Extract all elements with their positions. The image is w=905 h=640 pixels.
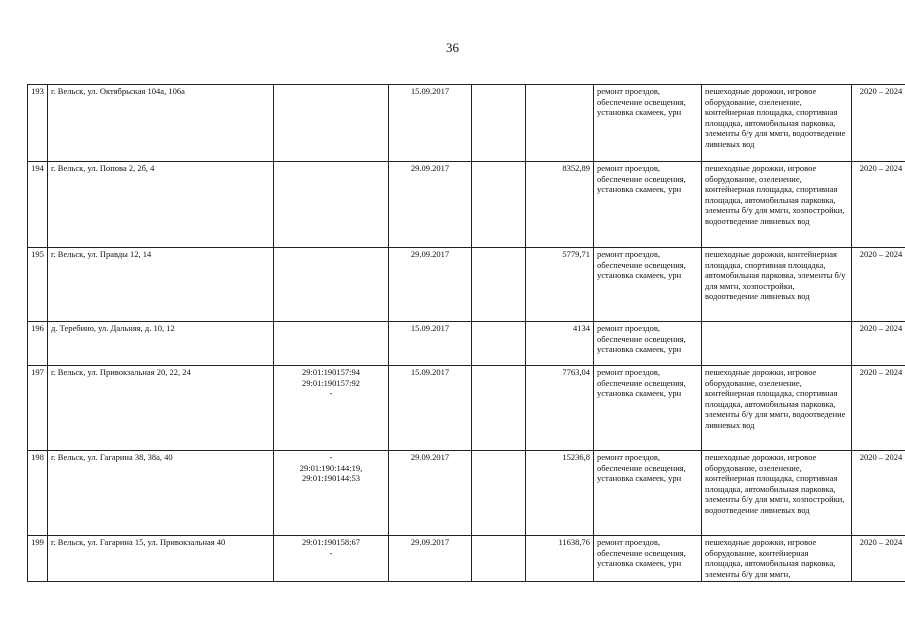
area-cell: 5779,71 [526, 248, 594, 322]
cadastral-number: 29:01:190158:67 [301, 537, 361, 547]
cadastral-number: - [329, 452, 333, 462]
address-cell: г. Вельск, ул. Гагарина 15, ул. Привокзальная 40 [48, 536, 274, 582]
address-cell: г. Вельск, ул. Гагарина 38, 38а, 40 [48, 451, 274, 536]
area-cell [526, 85, 594, 162]
area-cell: 8352,89 [526, 162, 594, 248]
cadastral-cell [274, 162, 389, 248]
address-cell: г. Вельск, ул. Привокзальная 20, 22, 24 [48, 366, 274, 451]
cadastral-number: 29:01:190157:92 [301, 377, 361, 388]
empty-cell [472, 162, 526, 248]
minimum-works-cell: ремонт проездов, обеспечение освещения, установка скамеек, урн [594, 536, 702, 582]
cadastral-cell [274, 536, 389, 582]
area-cell: 15236,8 [526, 451, 594, 536]
page-number: 36 [446, 40, 459, 55]
address-cell: г. Вельск, ул. Октябрьская 104а, 106а [48, 85, 274, 162]
registry-table [27, 84, 905, 582]
address-cell: г. Вельск, ул. Попова 2, 2б, 4 [48, 162, 274, 248]
row-number: 196 [28, 322, 48, 366]
minimum-works-cell: ремонт проездов, обеспечение освещения, установка скамеек, урн [594, 248, 702, 322]
registry-rows [28, 85, 905, 582]
extended-works-cell: пешеходные дорожки, контейнерная площадка, спортивная площадка, автомобильная парковка, элементы б/у для ммгн, хозпостройки, водоотведение ливневых вод [702, 248, 852, 322]
table-row [28, 536, 905, 582]
row-number: 197 [28, 366, 48, 451]
row-number: 193 [28, 85, 48, 162]
address-cell: г. Вельск, ул. Правды 12, 14 [48, 248, 274, 322]
cadastral-number: 29:01:190:144:19, [299, 462, 363, 473]
period-cell: 2020 – 2024 [852, 451, 905, 536]
table-row [28, 451, 905, 536]
cadastral-cell [274, 248, 389, 322]
period-cell: 2020 – 2024 [852, 85, 905, 162]
extended-works-cell [702, 322, 852, 366]
period-cell: 2020 – 2024 [852, 162, 905, 248]
extended-works-cell: пешеходные дорожки, игровое оборудование, озеленение, контейнерная площадка, спортивная площадка, автомобильная парковка, элементы б/у для ммгн, водоотведение ливневых вод [702, 366, 852, 451]
minimum-works-cell: ремонт проездов, обеспечение освещения, установка скамеек, урн [594, 322, 702, 366]
empty-cell [472, 85, 526, 162]
minimum-works-cell: ремонт проездов, обеспечение освещения, установка скамеек, урн [594, 366, 702, 451]
period-cell: 2020 – 2024 [852, 248, 905, 322]
cadastral-cell [274, 322, 389, 366]
row-number: 195 [28, 248, 48, 322]
address-cell: д. Теребино, ул. Дальняя, д. 10, 12 [48, 322, 274, 366]
extended-works-cell: пешеходные дорожки, игровое оборудование, озеленение, контейнерная площадка, спортивная площадка, автомобильная парковка, элементы б/у для ммгн, хозпостройки, водоотведение ливневых вод [702, 162, 852, 248]
area-cell: 7763,04 [526, 366, 594, 451]
date-cell: 29.09.2017 [389, 451, 472, 536]
area-cell: 4134 [526, 322, 594, 366]
date-cell: 29.09.2017 [389, 248, 472, 322]
table-row [28, 162, 905, 248]
extended-works-cell: пешеходные дорожки, игровое оборудование, контейнерная площадка, автомобильная парковка, элементы б/у для ммгн, [702, 536, 852, 582]
cadastral-cell [274, 451, 389, 536]
row-number: 194 [28, 162, 48, 248]
table-row [28, 366, 905, 451]
date-cell: 29.09.2017 [389, 162, 472, 248]
period-cell: 2020 – 2024 [852, 322, 905, 366]
minimum-works-cell: ремонт проездов, обеспечение освещения, установка скамеек, урн [594, 162, 702, 248]
period-cell: 2020 – 2024 [852, 366, 905, 451]
cadastral-number: 29:01:190157:94 [301, 367, 361, 377]
table-row [28, 85, 905, 162]
cadastral-number: - [329, 547, 333, 558]
empty-cell [472, 248, 526, 322]
cadastral-cell [274, 85, 389, 162]
minimum-works-cell: ремонт проездов, обеспечение освещения, установка скамеек, урн [594, 451, 702, 536]
minimum-works-cell: ремонт проездов, обеспечение освещения, установка скамеек, урн [594, 85, 702, 162]
date-cell: 15.09.2017 [389, 85, 472, 162]
date-cell: 15.09.2017 [389, 366, 472, 451]
period-cell: 2020 – 2024 [852, 536, 905, 582]
empty-cell [472, 536, 526, 582]
empty-cell [472, 366, 526, 451]
row-number: 198 [28, 451, 48, 536]
area-cell: 11638,76 [526, 536, 594, 582]
cadastral-number: 29:01:190144:53 [301, 473, 361, 483]
empty-cell [472, 451, 526, 536]
extended-works-cell: пешеходные дорожки, игровое оборудование, озеленение, контейнерная площадка, спортивная площадка, автомобильная парковка, элементы б/у для ммгн, водоотведение ливневых вод [702, 85, 852, 162]
date-cell: 15.09.2017 [389, 322, 472, 366]
table-row [28, 322, 905, 366]
cadastral-number: - [329, 388, 333, 398]
empty-cell [472, 322, 526, 366]
table-row [28, 248, 905, 322]
extended-works-cell: пешеходные дорожки, игровое оборудование, озеленение, контейнерная площадка, спортивная площадка, автомобильная парковка, элементы б/у для ммгн, хозпостройки, водоотведение ливневых вод [702, 451, 852, 536]
row-number: 199 [28, 536, 48, 582]
cadastral-cell [274, 366, 389, 451]
date-cell: 29.09.2017 [389, 536, 472, 582]
